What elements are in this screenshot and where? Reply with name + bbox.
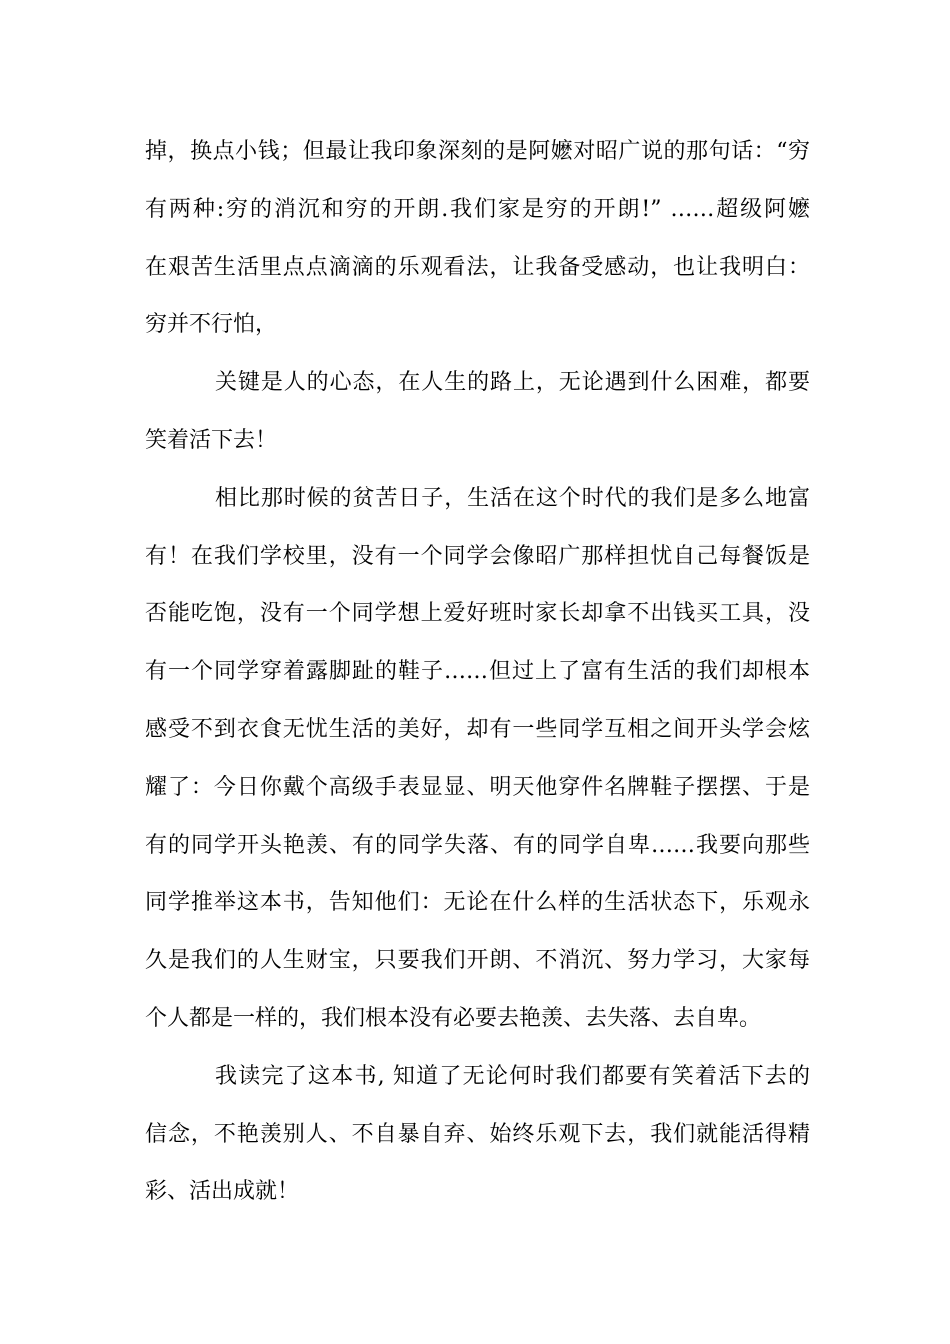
text-line: 个人都是一样的，我们根本没有必要去艳羡、去失落、去自卑。 xyxy=(145,1005,762,1031)
text-line: 穷并不行怕， xyxy=(145,312,278,338)
text-line: 有一个同学穿着露脚趾的鞋子……但过上了富有生活的我们却根本 xyxy=(145,659,810,685)
text-line: 有！在我们学校里，没有一个同学会像昭广那样担忧自己每餐饭是 xyxy=(145,543,810,569)
text-line: 我读完了这本书, 知道了无论何时我们都要有笑着活下去的 xyxy=(215,1063,810,1089)
text-line: 耀了：今日你戴个高级手表显显、明天他穿件名牌鞋子摆摆、于是 xyxy=(145,774,810,800)
text-line: 感受不到衣食无忧生活的美好，却有一些同学互相之间开头学会炫 xyxy=(145,716,810,742)
text-line: 掉，换点小钱；但最让我印象深刻的是阿嬷对昭广说的那句话：“穷 xyxy=(145,139,810,164)
text-line: 笑着活下去！ xyxy=(145,427,278,453)
text-line: 信念，不艳羡别人、不自暴自弃、始终乐观下去，我们就能活得精 xyxy=(145,1121,810,1147)
text-line: 有的同学开头艳羡、有的同学失落、有的同学自卑……我要向那些 xyxy=(145,832,810,858)
text-line: 关键是人的心态，在人生的路上，无论遇到什么困难，都要 xyxy=(215,370,810,396)
text-line: 在艰苦生活里点点滴滴的乐观看法，让我备受感动，也让我明白： xyxy=(145,254,810,280)
text-line: 久是我们的人生财宝，只要我们开朗、不消沉、努力学习，大家每 xyxy=(145,948,810,974)
document-body xyxy=(145,130,810,1228)
text-line: 同学推举这本书，告知他们：无论在什么样的生活状态下，乐观永 xyxy=(145,890,810,916)
text-line: 彩、活出成就！ xyxy=(145,1179,300,1205)
text-line: 否能吃饱，没有一个同学想上爱好班时家长却拿不出钱买工具，没 xyxy=(145,601,810,627)
text-line: 相比那时候的贫苦日子，生活在这个时代的我们是多么地富 xyxy=(215,485,810,511)
text-line: 有两种:穷的消沉和穷的开朗.我们家是穷的开朗!” ……超级阿嬷 xyxy=(145,196,810,222)
